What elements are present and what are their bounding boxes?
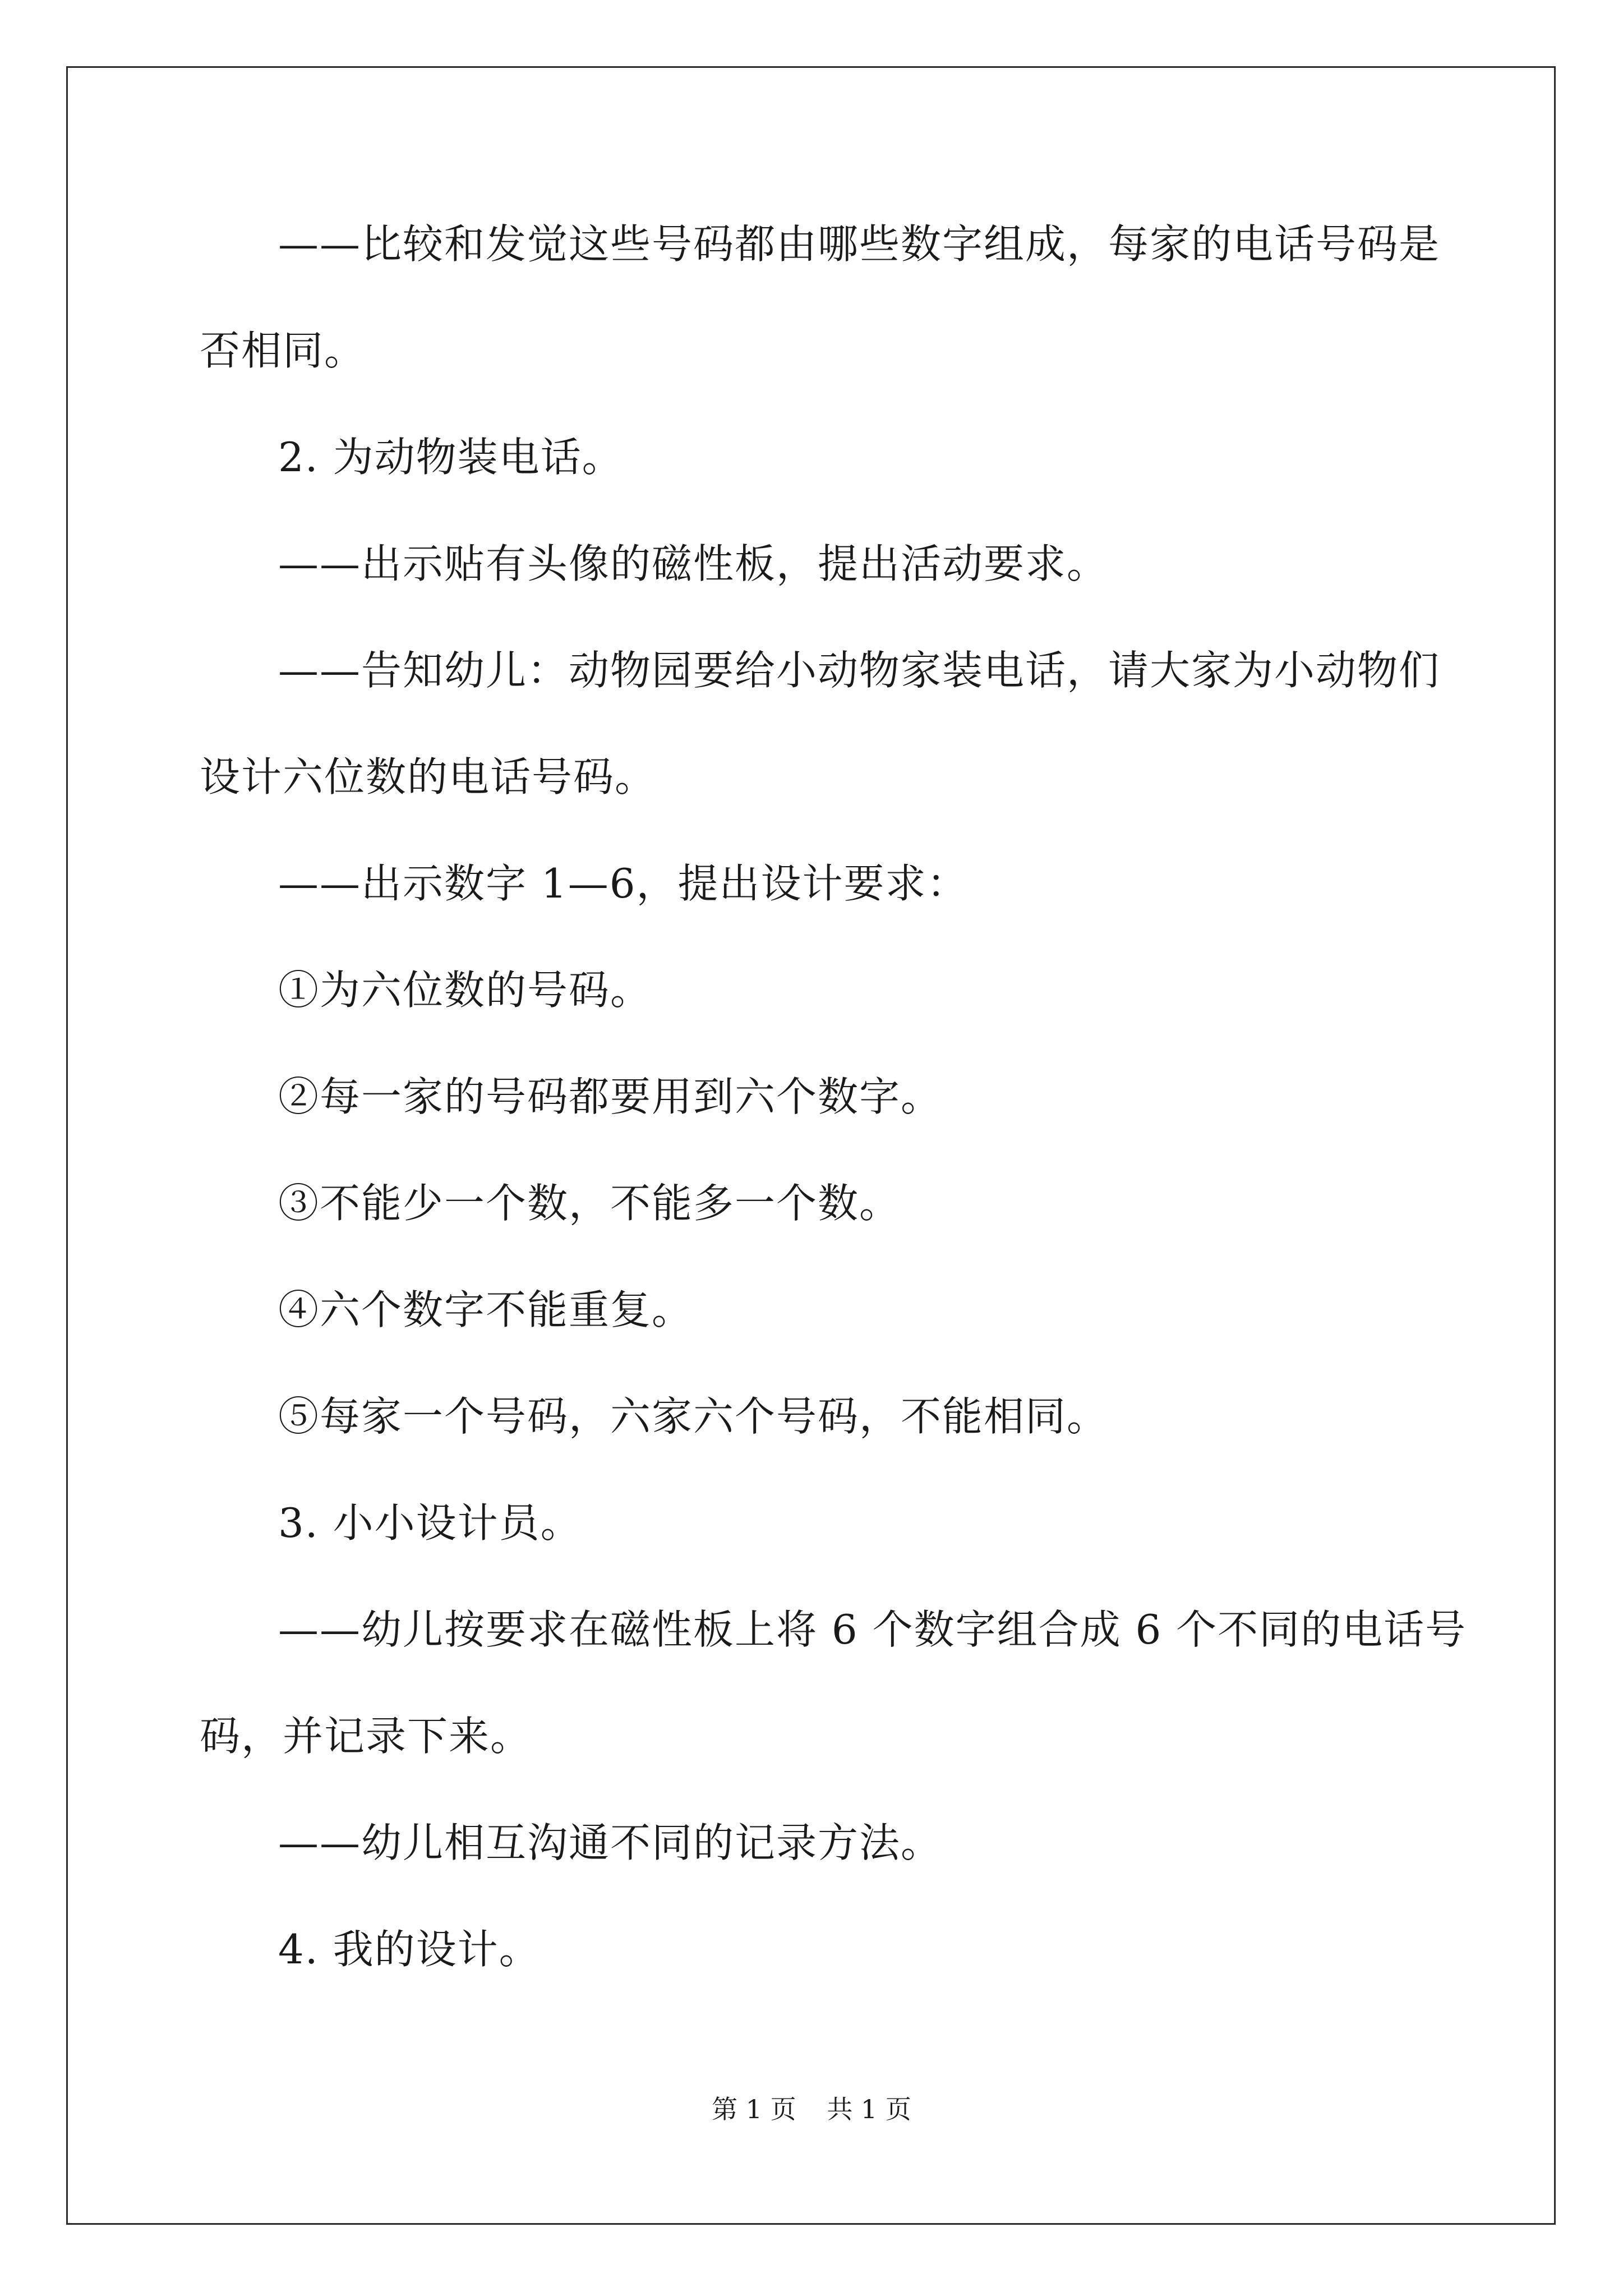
paragraph-line: ——幼儿相互沟通不同的记录方法。 <box>278 1819 943 1866</box>
paragraph-line: 2. 为动物装电话。 <box>278 434 624 481</box>
paragraph-line: ①为六位数的号码。 <box>278 967 652 1014</box>
paragraph-line: 设计六位数的电话号码。 <box>200 753 657 800</box>
paragraph-line: 4. 我的设计。 <box>278 1926 541 1973</box>
page-footer <box>0 2092 1623 2126</box>
paragraph-line: ④六个数字不能重复。 <box>278 1286 694 1333</box>
page-border <box>66 66 1556 2225</box>
paragraph-line: 否相同。 <box>200 327 366 374</box>
page-number: 第 1 页 <box>712 2094 796 2124</box>
page-total: 共 1 页 <box>827 2094 911 2124</box>
paragraph-line: ——比较和发觉这些号码都由哪些数字组成，每家的电话号码是 <box>278 220 1441 268</box>
paragraph-line: ③不能少一个数，不能多一个数。 <box>278 1180 901 1227</box>
paragraph-line: ②每一家的号码都要用到六个数字。 <box>278 1073 943 1120</box>
paragraph-line: ——告知幼儿：动物园要给小动物家装电话，请大家为小动物们 <box>278 647 1441 694</box>
paragraph-line: ——出示数字 1—6，提出设计要求： <box>278 860 969 907</box>
paragraph-line: ——出示贴有头像的磁性板，提出活动要求。 <box>278 540 1109 587</box>
paragraph-line: 3. 小小设计员。 <box>278 1499 582 1547</box>
paragraph-line: 码，并记录下来。 <box>200 1713 532 1760</box>
paragraph-line: ——幼儿按要求在磁性板上将 6 个数字组合成 6 个不同的电话号 <box>278 1606 1467 1653</box>
paragraph-line: ⑤每家一个号码，六家六个号码，不能相同。 <box>278 1393 1109 1440</box>
